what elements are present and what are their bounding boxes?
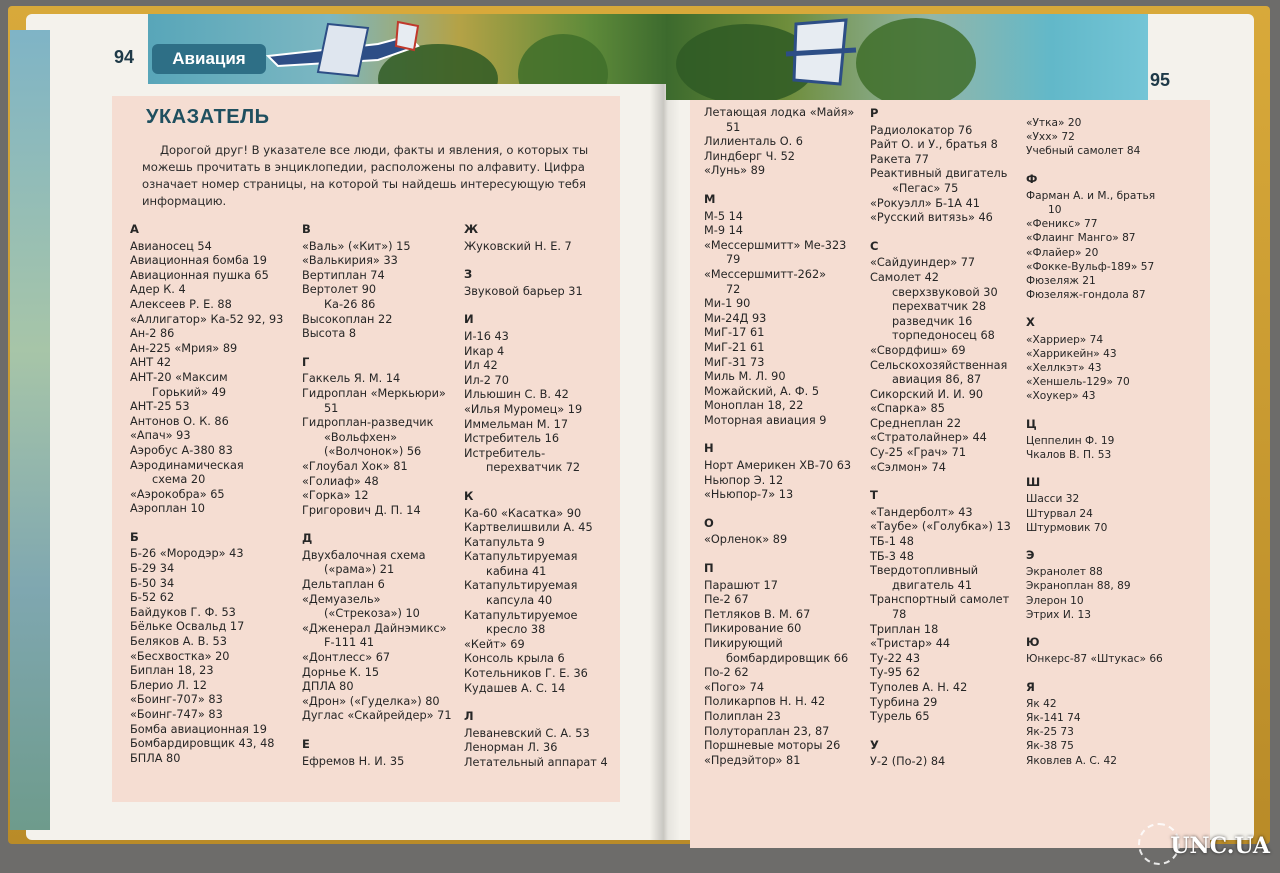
index-letter-group <box>1026 548 1163 622</box>
index-entry: Вертиплан 74 <box>302 268 385 282</box>
left-page-edge-illustration <box>10 30 50 830</box>
book-gutter <box>650 14 680 840</box>
index-entry: Ми-24Д 93 <box>704 311 767 325</box>
index-entry: Консоль крыла 6 <box>464 652 565 666</box>
index-letter-group <box>464 489 608 696</box>
index-letter-group <box>1026 680 1163 768</box>
index-letter-group <box>1026 315 1163 403</box>
index-entry: Аэробус А-380 83 <box>130 443 233 457</box>
index-letter-group <box>1026 116 1163 159</box>
index-entry: М-5 14 <box>704 209 743 223</box>
index-entry: Пикирование 60 <box>704 622 802 636</box>
index-entry: Ту-22 43 <box>870 651 921 665</box>
index-column-2 <box>302 222 452 782</box>
index-entry: Лилиенталь О. 6 <box>704 135 803 149</box>
index-entry: Сельскохозяйственная <box>870 358 1008 372</box>
index-entry: Дельтаплан 6 <box>302 578 385 592</box>
index-entry: Ньюпор Э. 12 <box>704 473 784 487</box>
index-entry: Высота 8 <box>302 327 357 341</box>
index-entry: «Флайер» 20 <box>1026 246 1099 259</box>
index-entry: 72 <box>726 282 741 296</box>
index-entry: торпедоносец 68 <box>892 329 995 343</box>
index-entry: «Вольфхен» <box>324 430 398 444</box>
index-entry: «Мессершмитт» Ме-323 <box>704 238 847 252</box>
index-entry: Звуковой барьер 31 <box>464 284 583 298</box>
index-entry: «Аэрокобра» 65 <box>130 487 225 501</box>
index-entry: Элерон 10 <box>1026 594 1084 607</box>
index-entry: «Донтлесс» 67 <box>302 651 391 665</box>
index-entry: Этрих И. 13 <box>1026 608 1091 621</box>
index-entry: Б-50 34 <box>130 576 175 590</box>
index-entry: Гидроплан-разведчик <box>302 416 434 430</box>
index-entry: 51 <box>726 120 741 134</box>
index-entry: Аэроплан 10 <box>130 502 205 516</box>
index-entry: схема 20 <box>152 473 206 487</box>
index-entry: «Флаинг Манго» 87 <box>1026 232 1136 245</box>
index-entry: Як-25 73 <box>1026 726 1074 739</box>
index-entry: Аэродинамическая <box>130 458 244 472</box>
index-letter-heading: К <box>464 488 474 503</box>
index-entry: Су-25 «Грач» 71 <box>870 446 967 460</box>
index-letter-group <box>870 738 1011 770</box>
index-letter-heading: Ю <box>1026 635 1040 650</box>
index-entry: Летательный аппарат 4 <box>464 756 608 769</box>
airplane-icon <box>776 14 866 94</box>
index-letter-group <box>130 530 283 767</box>
index-letter-heading: Т <box>870 488 878 503</box>
index-entry: Горький» 49 <box>152 385 227 399</box>
index-entry: Беляков А. В. 53 <box>130 635 227 649</box>
index-entry: И-16 43 <box>464 329 509 343</box>
index-letter-heading: М <box>704 191 716 206</box>
index-entry: Гидроплан «Меркьюри» <box>302 386 446 400</box>
index-letter-group <box>870 106 1011 226</box>
index-entry: Экраноплан 88, 89 <box>1026 580 1131 593</box>
index-title: УКАЗАТЕЛЬ <box>146 106 270 128</box>
index-entry: Учебный самолет 84 <box>1026 145 1141 158</box>
index-entry: Радиолокатор 76 <box>870 123 973 137</box>
index-entry: Экранолет 88 <box>1026 566 1103 579</box>
index-entry: Авианосец 54 <box>130 239 212 253</box>
index-entry: Ленорман Л. 36 <box>464 741 558 755</box>
index-entry: МиГ-31 73 <box>704 355 765 369</box>
index-entry: Кудашев А. С. 14 <box>464 681 566 695</box>
index-entry: Катапульта 9 <box>464 535 545 549</box>
index-entry: Поршневые моторы 26 <box>704 739 841 753</box>
index-entry: «Лунь» 89 <box>704 164 766 178</box>
index-entry: Парашют 17 <box>704 578 778 592</box>
index-entry: «Кейт» 69 <box>464 637 525 651</box>
index-entry: капсула 40 <box>486 594 553 608</box>
index-letter-group <box>302 531 452 724</box>
index-entry: «Тандерболт» 43 <box>870 505 973 519</box>
index-entry: кресло 38 <box>486 623 546 637</box>
index-entry: Шасси 32 <box>1026 493 1080 506</box>
index-entry: Поликарпов Н. Н. 42 <box>704 695 826 709</box>
index-entry: Дорнье К. 15 <box>302 665 380 679</box>
index-letter-group <box>1026 172 1163 303</box>
index-letter-group <box>302 355 452 519</box>
index-entry: разведчик 16 <box>892 314 973 328</box>
index-letter-heading: У <box>870 737 879 752</box>
index-letter-heading: И <box>464 312 474 327</box>
index-entry: Миль М. Л. 90 <box>704 370 786 384</box>
airplane-icon <box>258 16 428 82</box>
index-entry: авиация 86, 87 <box>892 373 982 387</box>
index-entry: Двухбалочная схема <box>302 548 426 562</box>
index-entry: «Боинг-707» 83 <box>130 693 223 707</box>
section-title-tab: Авиация <box>152 44 266 74</box>
index-entry: Фюзеляж-гондола 87 <box>1026 289 1146 302</box>
index-letter-heading: Н <box>704 441 714 456</box>
index-entry: Ан-2 86 <box>130 327 175 341</box>
index-entry: «Фокке-Вульф-189» 57 <box>1026 260 1155 273</box>
index-entry: Турбина 29 <box>870 695 938 709</box>
index-letter-group <box>704 441 854 502</box>
index-entry: Дуглас «Скайрейдер» 71 <box>302 709 452 723</box>
index-intro: Дорогой друг! В указателе все люди, факты и явления, о которых ты можешь прочитать в энциклопедии, расположены по алфавиту. Цифра означает номер страницы, на которой ты найдешь интересующую тебя информацию. <box>142 143 589 208</box>
index-entry: Ми-1 90 <box>704 297 751 311</box>
index-entry: Туполев А. Н. 42 <box>870 680 968 694</box>
index-entry: «Апач» 93 <box>130 429 191 443</box>
index-entry: «Хоукер» 43 <box>1026 390 1096 403</box>
index-entry: У-2 (По-2) 84 <box>870 755 946 769</box>
index-letter-heading: Е <box>302 737 310 751</box>
index-entry: Бомба авиационная 19 <box>130 722 267 736</box>
index-entry: Турель 65 <box>870 710 930 724</box>
index-entry: Биплан 18, 23 <box>130 664 214 678</box>
index-entry: Петляков В. М. 67 <box>704 607 811 621</box>
index-entry: Катапультируемое <box>464 608 578 622</box>
index-entry: «Харриер» 74 <box>1026 333 1104 346</box>
index-entry: Алексеев Р. Е. 88 <box>130 297 232 311</box>
index-entry: «Валькирия» 33 <box>302 254 398 268</box>
index-entry: БПЛА 80 <box>130 751 181 765</box>
index-entry: сверхзвуковой 30 <box>892 285 998 299</box>
index-letter-group <box>302 737 452 769</box>
index-letter-heading: С <box>870 238 879 253</box>
index-entry: Картвелишвили А. 45 <box>464 521 593 535</box>
index-entry: «Сэлмон» 74 <box>870 460 946 474</box>
index-entry: Полутораплан 23, 87 <box>704 724 830 738</box>
index-entry: Цеппелин Ф. 19 <box>1026 434 1115 447</box>
index-letter-heading: Я <box>1026 679 1035 694</box>
index-entry: «Спарка» 85 <box>870 402 945 416</box>
index-entry: Среднеплан 22 <box>870 416 962 430</box>
index-entry: двигатель 41 <box>892 578 973 592</box>
index-letter-group <box>464 709 608 770</box>
index-entry: Норт Америкен XB-70 63 <box>704 459 852 473</box>
index-letter-group <box>130 222 283 517</box>
index-entry: «Утка» 20 <box>1026 117 1082 129</box>
index-entry: «Бесхвостка» 20 <box>130 649 230 663</box>
index-entry: Линдберг Ч. 52 <box>704 149 795 163</box>
index-letter-group <box>704 192 854 429</box>
index-entry: бомбардировщик 66 <box>726 651 849 665</box>
left-page-number: 94 <box>114 47 135 67</box>
index-entry: Истребитель 16 <box>464 432 560 446</box>
index-letter-group <box>464 222 608 254</box>
index-entry: Летающая лодка «Майя» <box>704 106 855 119</box>
index-entry: 51 <box>324 401 339 415</box>
index-letter-group <box>464 267 608 299</box>
tree-illustration <box>518 34 608 84</box>
index-entry: Пе-2 67 <box>704 593 749 607</box>
index-entry: Юнкерс-87 «Штукас» 66 <box>1026 653 1163 666</box>
index-entry: («Стрекоза») 10 <box>324 607 420 621</box>
index-entry: «Пого» 74 <box>704 680 765 694</box>
index-entry: «Русский витязь» 46 <box>870 211 993 225</box>
index-entry: «Хеллкэт» 43 <box>1026 362 1102 375</box>
index-entry: Леваневский С. А. 53 <box>464 726 590 740</box>
index-entry: Икар 4 <box>464 344 505 358</box>
index-column-4 <box>704 106 854 781</box>
index-entry: Сикорский И. И. 90 <box>870 387 984 401</box>
index-entry: 78 <box>892 608 907 621</box>
index-entry: «Предэйтор» 81 <box>704 753 801 767</box>
index-entry: Ту-95 62 <box>870 666 921 680</box>
index-letter-heading: З <box>464 267 473 282</box>
index-letter-heading: Х <box>1026 315 1035 330</box>
index-entry: ТБ-1 48 <box>870 535 914 549</box>
index-entry: Жуковский Н. Е. 7 <box>464 239 572 253</box>
index-entry: перехватчик 72 <box>486 461 581 475</box>
index-letter-group <box>1026 475 1163 535</box>
index-letter-group <box>704 516 854 548</box>
index-letter-heading: В <box>302 222 311 236</box>
index-entry: «Голиаф» 48 <box>302 474 379 488</box>
index-entry: АНТ-25 53 <box>130 400 190 414</box>
index-entry: Адер К. 4 <box>130 283 186 297</box>
index-letter-heading: Р <box>870 106 879 120</box>
index-letter-heading: Э <box>1026 548 1035 563</box>
index-letter-group <box>704 106 854 179</box>
index-entry: Полиплан 23 <box>704 709 781 723</box>
index-entry: АНТ-20 «Максим <box>130 370 228 384</box>
index-entry: Фарман А. и М., братья <box>1026 189 1156 202</box>
index-entry: Як 42 <box>1026 697 1057 710</box>
index-letter-heading: Ш <box>1026 475 1041 490</box>
index-column-6 <box>1026 116 1163 781</box>
index-entry: «Ухх» 72 <box>1026 131 1075 144</box>
index-entry: «Тристар» 44 <box>870 637 951 651</box>
tree-illustration <box>856 18 976 100</box>
index-letter-heading: Д <box>302 531 313 546</box>
index-entry: «Хеншель-129» 70 <box>1026 376 1130 389</box>
index-entry: Б-26 «Мородэр» 43 <box>130 547 244 561</box>
index-entry: Як-38 75 <box>1026 740 1074 753</box>
index-entry: Вертолет 90 <box>302 283 377 297</box>
index-entry: Ка-60 «Касатка» 90 <box>464 506 582 520</box>
index-entry: Григорович Д. П. 14 <box>302 503 421 517</box>
index-entry: МиГ-17 61 <box>704 326 765 340</box>
index-entry: По-2 62 <box>704 666 749 680</box>
index-entry: МиГ-21 61 <box>704 340 765 354</box>
index-entry: «Орленок» 89 <box>704 533 788 547</box>
index-letter-group <box>1026 417 1163 463</box>
index-entry: Транспортный самолет <box>870 593 1010 607</box>
index-entry: «Харрикейн» 43 <box>1026 347 1117 360</box>
index-entry: ДПЛА 80 <box>302 680 354 694</box>
index-entry: АНТ 42 <box>130 356 172 370</box>
index-entry: «Боинг-747» 83 <box>130 708 223 721</box>
index-entry: Самолет 42 <box>870 270 939 284</box>
index-letter-group <box>870 239 1011 476</box>
index-entry: «Рокуэлл» Б-1А 41 <box>870 196 980 210</box>
index-letter-heading: О <box>704 515 714 530</box>
index-entry: «Дрон» («Гуделка») 80 <box>302 694 440 708</box>
index-entry: Реактивный двигатель <box>870 167 1008 181</box>
index-entry: Б-29 34 <box>130 562 175 576</box>
index-entry: F-111 41 <box>324 636 375 650</box>
index-entry: «Аллигатор» Ка-52 92, 93 <box>130 312 284 326</box>
index-entry: Райт О. и У., братья 8 <box>870 138 998 152</box>
index-entry: «Горка» 12 <box>302 489 369 503</box>
index-entry: («Волчонок») 56 <box>324 445 422 459</box>
index-entry: Байдуков Г. Ф. 53 <box>130 605 236 619</box>
index-letter-heading: Ж <box>464 222 479 236</box>
index-entry: Катапультируемая <box>464 579 578 593</box>
index-entry: Ракета 77 <box>870 152 929 166</box>
index-entry: Ка-26 86 <box>324 297 376 311</box>
index-entry: Бомбардировщик 43, 48 <box>130 737 275 751</box>
index-entry: «Сайдуиндер» 77 <box>870 256 976 270</box>
index-entry: Пикирующий <box>704 637 783 650</box>
index-entry: Яковлев А. С. 42 <box>1026 754 1117 767</box>
index-entry: Иммельман М. 17 <box>464 417 569 431</box>
index-entry: перехватчик 28 <box>892 300 987 314</box>
index-entry: Твердотопливный <box>870 564 979 578</box>
index-entry: М-9 14 <box>704 224 743 238</box>
index-letter-heading: Г <box>302 354 310 369</box>
watermark-text: UNC.UA <box>1170 833 1270 859</box>
index-letter-heading: Ц <box>1026 416 1037 431</box>
index-entry: Можайский, А. Ф. 5 <box>704 384 820 398</box>
index-letter-heading: Б <box>130 529 139 544</box>
index-entry: «Пегас» 75 <box>892 181 959 195</box>
index-entry: Ефремов Н. И. 35 <box>302 754 405 768</box>
index-entry: «Стратолайнер» 44 <box>870 431 987 445</box>
index-entry: Ан-225 «Мрия» 89 <box>130 341 238 355</box>
index-entry: Авиационная пушка 65 <box>130 268 269 282</box>
index-entry: «Мессершмитт-262» <box>704 267 827 281</box>
index-entry: «Валь» («Кит») 15 <box>302 239 411 253</box>
right-page-number: 95 <box>1150 70 1171 90</box>
index-entry: Антонов О. К. 86 <box>130 414 229 428</box>
index-entry: Ильюшин С. В. 42 <box>464 388 569 402</box>
index-entry: Фюзеляж 21 <box>1026 275 1096 288</box>
index-letter-heading: Л <box>464 709 474 724</box>
index-letter-group <box>870 488 1011 725</box>
index-letter-heading: А <box>130 222 139 236</box>
index-entry: кабина 41 <box>486 564 547 578</box>
index-entry: Котельников Г. Е. 36 <box>464 667 588 681</box>
index-entry: ТБ-3 48 <box>870 549 914 563</box>
index-letter-heading: Ф <box>1026 171 1038 186</box>
index-entry: Б-52 62 <box>130 591 175 605</box>
index-entry: 10 <box>1048 204 1062 217</box>
index-letter-group <box>464 312 608 476</box>
index-letter-group <box>1026 635 1163 666</box>
index-entry: «Ньюпор-7» 13 <box>704 488 794 502</box>
index-entry: «Илья Муромец» 19 <box>464 402 583 416</box>
index-entry: «Феникс» 77 <box>1026 218 1098 231</box>
index-letter-heading: П <box>704 561 714 576</box>
index-entry: Высокоплан 22 <box>302 312 393 326</box>
index-entry: Моторная авиация 9 <box>704 413 827 427</box>
index-column-1 <box>130 222 283 779</box>
index-entry: («рама») 21 <box>324 563 395 577</box>
header-banner-right <box>666 14 1148 100</box>
index-entry: Гаккель Я. М. 14 <box>302 372 401 386</box>
index-entry: Триплан 18 <box>870 622 939 636</box>
index-entry: «Таубе» («Голубка») 13 <box>870 520 1011 534</box>
index-entry: Катапультируемая <box>464 550 578 564</box>
index-entry: «Демуазель» <box>302 592 381 606</box>
index-entry: Авиационная бомба 19 <box>130 254 267 268</box>
index-entry: Ил-2 70 <box>464 373 509 387</box>
index-entry: Чкалов В. П. 53 <box>1026 449 1112 462</box>
index-entry: Истребитель- <box>464 446 546 460</box>
index-entry: Як-141 74 <box>1026 711 1081 724</box>
index-entry: «Свордфиш» 69 <box>870 343 966 357</box>
index-entry: «Дженерал Дайнэмикс» <box>302 621 447 635</box>
index-letter-group <box>704 561 854 768</box>
index-entry: 79 <box>726 253 741 267</box>
index-letter-group <box>302 222 452 342</box>
index-column-5 <box>870 106 1011 783</box>
index-entry: «Глоубал Хок» 81 <box>302 459 408 473</box>
index-entry: Ил 42 <box>464 359 498 373</box>
index-column-3 <box>464 222 608 784</box>
index-entry: Блерио Л. 12 <box>130 678 207 692</box>
index-entry: Моноплан 18, 22 <box>704 399 804 413</box>
index-entry: Бёльке Освальд 17 <box>130 620 245 634</box>
index-entry: Штурмовик 70 <box>1026 521 1108 534</box>
index-entry: Штурвал 24 <box>1026 507 1093 520</box>
